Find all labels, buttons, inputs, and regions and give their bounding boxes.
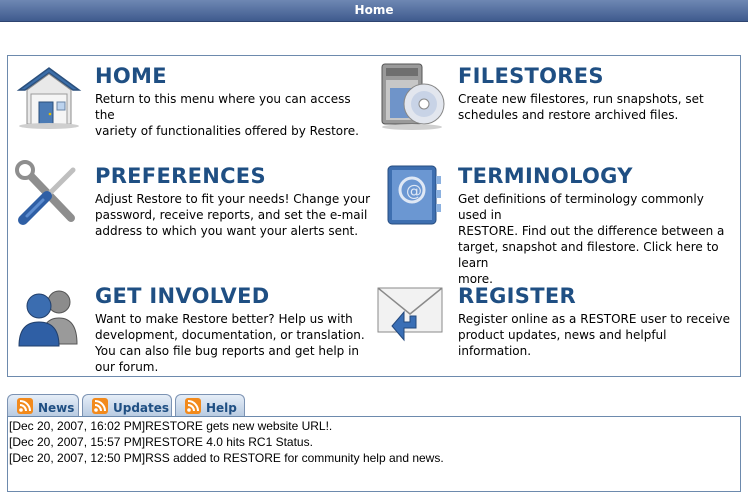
house-icon[interactable] xyxy=(13,60,85,132)
menu-item-register[interactable] xyxy=(376,280,736,360)
menu-item-filestores[interactable] xyxy=(376,60,736,150)
news-item[interactable]: [Dec 20, 2007, 15:57 PM]RESTORE 4.0 hits RC1 Status. xyxy=(9,435,313,449)
page-title: Home xyxy=(354,3,394,17)
menu-desc-home: Return to this menu where you can access the variety of functionalities offered by Restore. xyxy=(95,92,359,138)
tab-news-label: News xyxy=(38,401,75,415)
news-feed-panel xyxy=(7,416,741,492)
menu-heading-get-involved[interactable]: GET INVOLVED xyxy=(95,284,270,308)
menu-desc-register: Register online as a RESTORE user to receive product updates, news and helpful information. xyxy=(458,312,730,358)
menu-desc-get-involved: Want to make Restore better? Help us with development, documentation, or translation. You can also file bug reports and get help in our forum. xyxy=(95,312,365,374)
menu-heading-filestores[interactable]: FILESTORES xyxy=(458,64,604,88)
menu-heading-register[interactable]: REGISTER xyxy=(458,284,576,308)
menu-heading-terminology[interactable]: TERMINOLOGY xyxy=(458,164,633,188)
tab-updates-label: Updates xyxy=(113,401,170,415)
disc-drive-icon[interactable] xyxy=(376,60,448,132)
menu-item-home[interactable] xyxy=(13,60,373,150)
tab-news[interactable] xyxy=(7,394,79,416)
menu-desc-terminology: Get definitions of terminology commonly used in RESTORE. Find out the difference between a target, snapshot and filestore. Click here to learn more. xyxy=(458,192,725,286)
people-icon[interactable] xyxy=(13,280,85,352)
menu-item-get-involved[interactable] xyxy=(13,280,373,376)
menu-desc-preferences: Adjust Restore to fit your needs! Change your password, receive reports, and set the e-mail address to which you want your alerts sent. xyxy=(95,192,371,238)
main-menu-panel xyxy=(7,55,741,377)
envelope-arrow-icon[interactable] xyxy=(376,280,448,352)
menu-heading-preferences[interactable]: PREFERENCES xyxy=(95,164,266,188)
menu-desc-filestores: Create new filestores, run snapshots, set schedules and restore archived files. xyxy=(458,92,704,122)
tab-help-label: Help xyxy=(206,401,237,415)
address-book-icon[interactable] xyxy=(376,160,448,232)
news-item[interactable]: [Dec 20, 2007, 12:50 PM]RSS added to RESTORE for community help and news. xyxy=(9,451,444,465)
news-item[interactable]: [Dec 20, 2007, 16:02 PM]RESTORE gets new website URL!. xyxy=(9,419,333,433)
rss-icon xyxy=(17,398,33,414)
menu-heading-home[interactable]: HOME xyxy=(95,64,167,88)
rss-icon xyxy=(92,398,108,414)
menu-item-preferences[interactable] xyxy=(13,160,373,260)
wrench-screwdriver-icon[interactable] xyxy=(13,160,85,232)
tab-updates[interactable] xyxy=(82,394,172,416)
menu-item-terminology[interactable] xyxy=(376,160,736,286)
page-title-bar xyxy=(0,0,748,22)
svg-text:@: @ xyxy=(406,181,422,200)
tab-help[interactable] xyxy=(175,394,245,416)
rss-icon xyxy=(185,398,201,414)
